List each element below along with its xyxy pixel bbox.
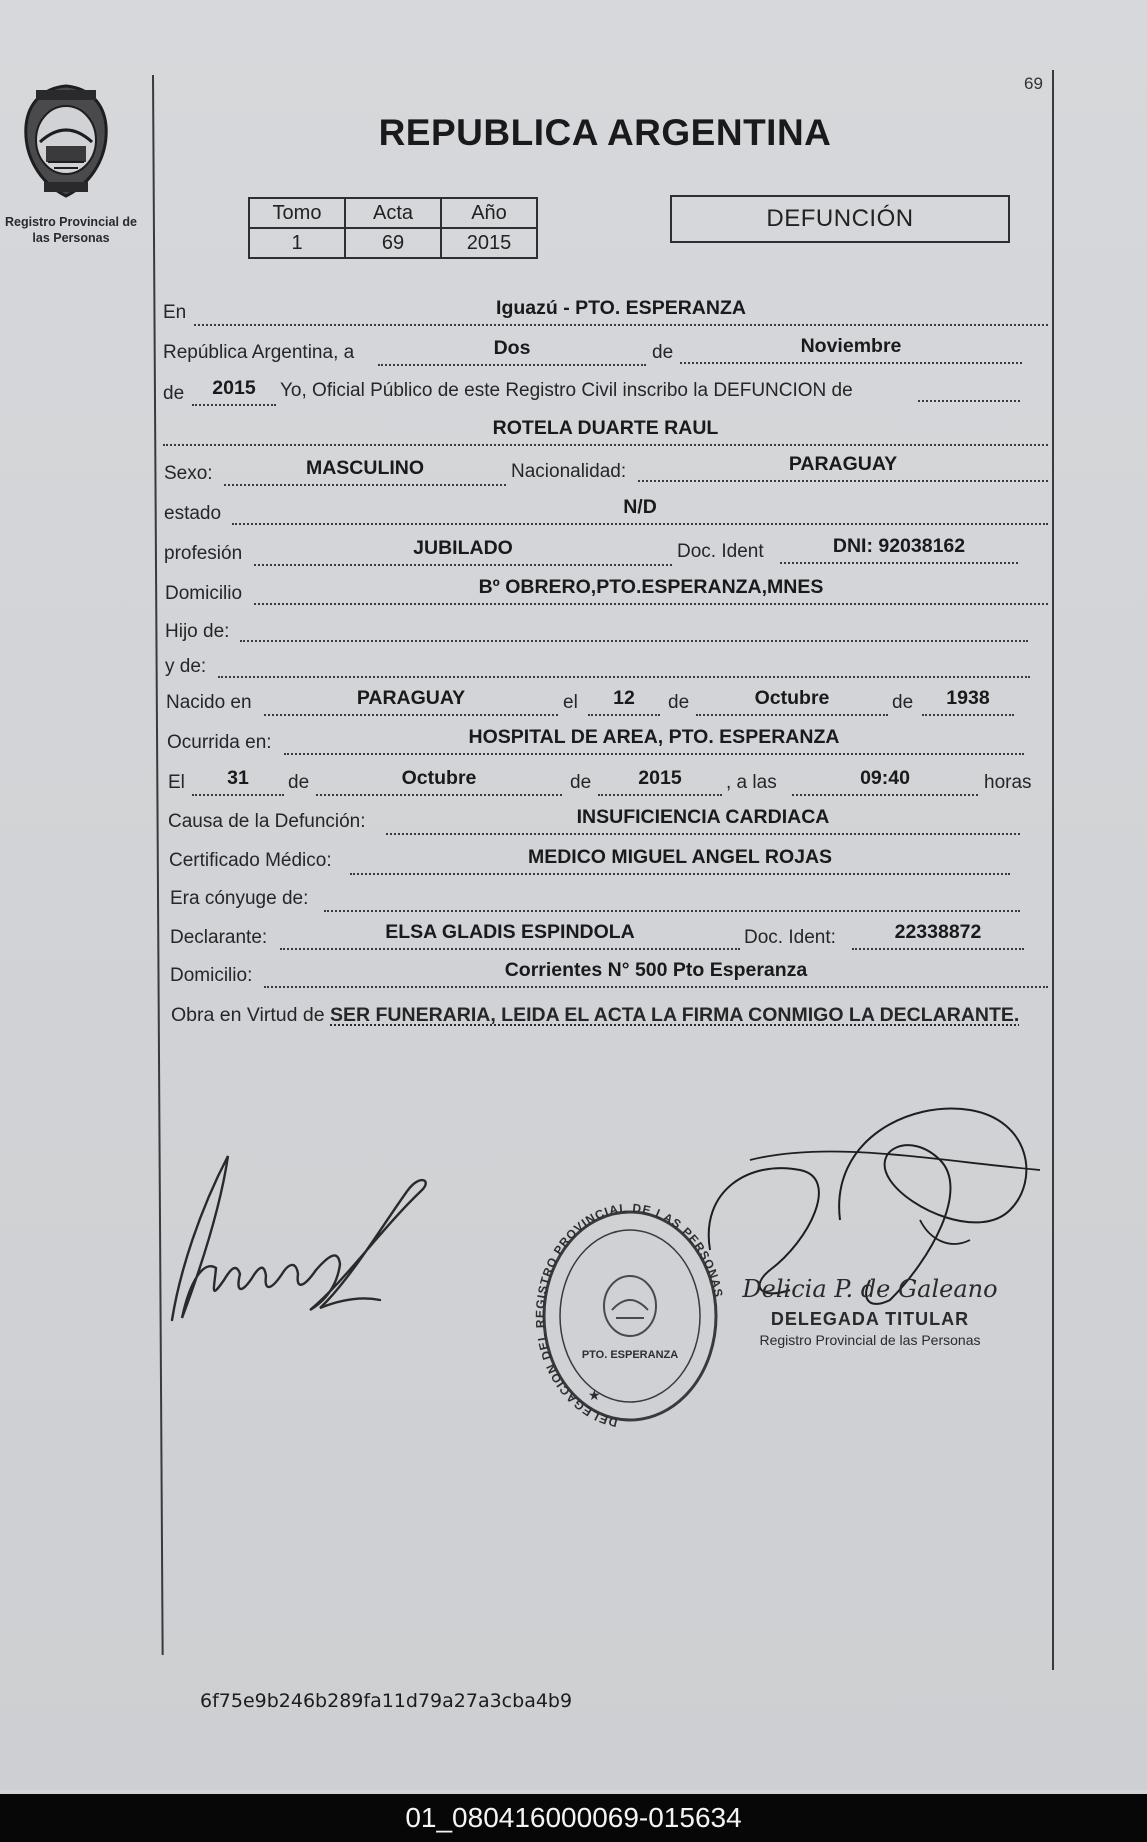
label-declarante: Declarante: [170,927,268,948]
label-de-def-anio: de [570,772,592,793]
value-declarante: ELSA GLADIS ESPINDOLA [385,921,635,943]
value-causa: INSUFICIENCIA CARDIACA [576,806,830,828]
stamp-inner-text: PTO. ESPERANZA [581,1349,679,1361]
stamp-emblem-icon [604,1276,656,1336]
record-type-box: DEFUNCIÓN [670,195,1010,243]
value-domicilio: Bº OBRERO,PTO.ESPERANZA,MNES [478,576,824,598]
page-number: 69 [1024,74,1043,93]
official-role: DELEGADA TITULAR [770,1309,970,1329]
table-value-row [249,228,537,258]
value-doc-ident-declarante: 22338872 [894,921,982,943]
document-hash: 6f75e9b246b289fa11d79a27a3cba4b9 [200,1690,573,1712]
label-en: En [163,302,187,323]
value-ocurrida-en: HOSPITAL DE AREA, PTO. ESPERANZA [468,726,840,748]
registry-label-line2: las Personas [32,231,110,245]
label-ocurrida-en: Ocurrida en: [167,732,272,753]
left-margin-line [152,75,164,1655]
label-nacido-en: Nacido en [166,692,252,713]
label-estado: estado [164,503,222,524]
value-def-mes: Octubre [401,767,477,789]
tomo-acta-ano-table [248,197,538,259]
value-profesion: JUBILADO [413,537,513,559]
coat-of-arms-icon [14,82,118,200]
header-acta: Acta [345,198,441,228]
label-doc-ident-declarante: Doc. Ident: [744,927,836,948]
header-tomo: Tomo [249,198,345,228]
label-y-de: y de: [165,656,207,677]
value-nac-dia: 12 [613,687,635,709]
value-domicilio-declarante: Corrientes N° 500 Pto Esperanza [504,959,808,981]
label-el-def: El [168,772,185,793]
registry-label-line1: Registro Provincial de [5,215,137,229]
value-lugar: Iguazú - PTO. ESPERANZA [496,297,746,319]
official-name: Delicia P. de Galeano [742,1275,998,1303]
value-estado: N/D [623,496,657,518]
label-sexo: Sexo: [164,463,213,484]
value-certificado: MEDICO MIGUEL ANGEL ROJAS [527,846,833,868]
value-acta: 69 [345,228,441,258]
right-margin-line [1052,70,1054,1670]
value-tomo: 1 [249,228,345,258]
label-republica: República Argentina, a [163,342,355,363]
value-doc-ident: DNI: 92038162 [832,535,966,557]
official-org: Registro Provincial de las Personas [759,1332,981,1348]
label-de-nac-anio: de [892,692,914,713]
label-causa: Causa de la Defunción: [168,811,366,832]
value-nac-mes: Octubre [754,687,830,709]
footer-id-bar: 01_080416000069-015634 [0,1794,1147,1842]
label-conyuge: Era cónyuge de: [170,888,309,909]
label-horas: horas [984,772,1032,793]
official-block [740,1275,1000,1348]
field-defuncion-trail [918,374,1020,402]
value-ano: 2015 [441,228,537,258]
label-yo-oficial: Yo, Oficial Público de este Registro Civil inscribo la DEFUNCION de [280,380,853,401]
stamp-outer-text: DELEGACION DEL REGISTRO PROVINCIAL DE LAS PERSONAS [532,1200,726,1430]
label-nacionalidad: Nacionalidad: [511,461,627,482]
value-nacionalidad: PARAGUAY [788,453,898,475]
label-obra: Obra en Virtud de [171,1004,325,1026]
registry-label [0,214,142,246]
value-sexo: MASCULINO [305,457,425,479]
label-hijo-de: Hijo de: [165,621,230,642]
label-domicilio: Domicilio [165,583,243,604]
label-profesion: profesión [164,543,243,564]
table-header-row [249,198,537,228]
label-a-las: , a las [726,772,777,793]
value-fallecido: ROTELA DUARTE RAUL [492,417,719,439]
label-de-def-mes: de [288,772,310,793]
obra-en-virtud [171,1002,1047,1029]
label-el-nac: el [563,692,578,713]
label-certificado: Certificado Médico: [169,850,332,871]
value-mes: Noviembre [800,335,902,357]
label-de-nac-mes: de [668,692,690,713]
page-title: REPUBLICA ARGENTINA [378,112,832,153]
field-hijo-de [240,614,1028,642]
stamp-star-icon: ★ [588,1387,601,1403]
value-obra: SER FUNERARIA, LEIDA EL ACTA LA FIRMA CONMIGO LA DECLARANTE. [330,1004,1020,1026]
value-dia: Dos [493,337,531,359]
value-nacido-en: PARAGUAY [356,687,466,709]
label-de-mes: de [652,342,674,363]
value-nac-anio: 1938 [946,687,990,709]
value-anio: 2015 [212,377,256,399]
field-conyuge [324,884,1020,912]
label-domicilio-declarante: Domicilio: [170,965,253,986]
value-def-anio: 2015 [638,767,682,789]
value-def-hora: 09:40 [860,767,910,789]
field-y-de [218,650,1030,678]
label-doc-ident: Doc. Ident [677,541,764,562]
header-ano: Año [441,198,537,228]
declarant-signature [170,1150,430,1340]
label-de-anio: de [163,383,185,404]
value-def-dia: 31 [227,767,249,789]
